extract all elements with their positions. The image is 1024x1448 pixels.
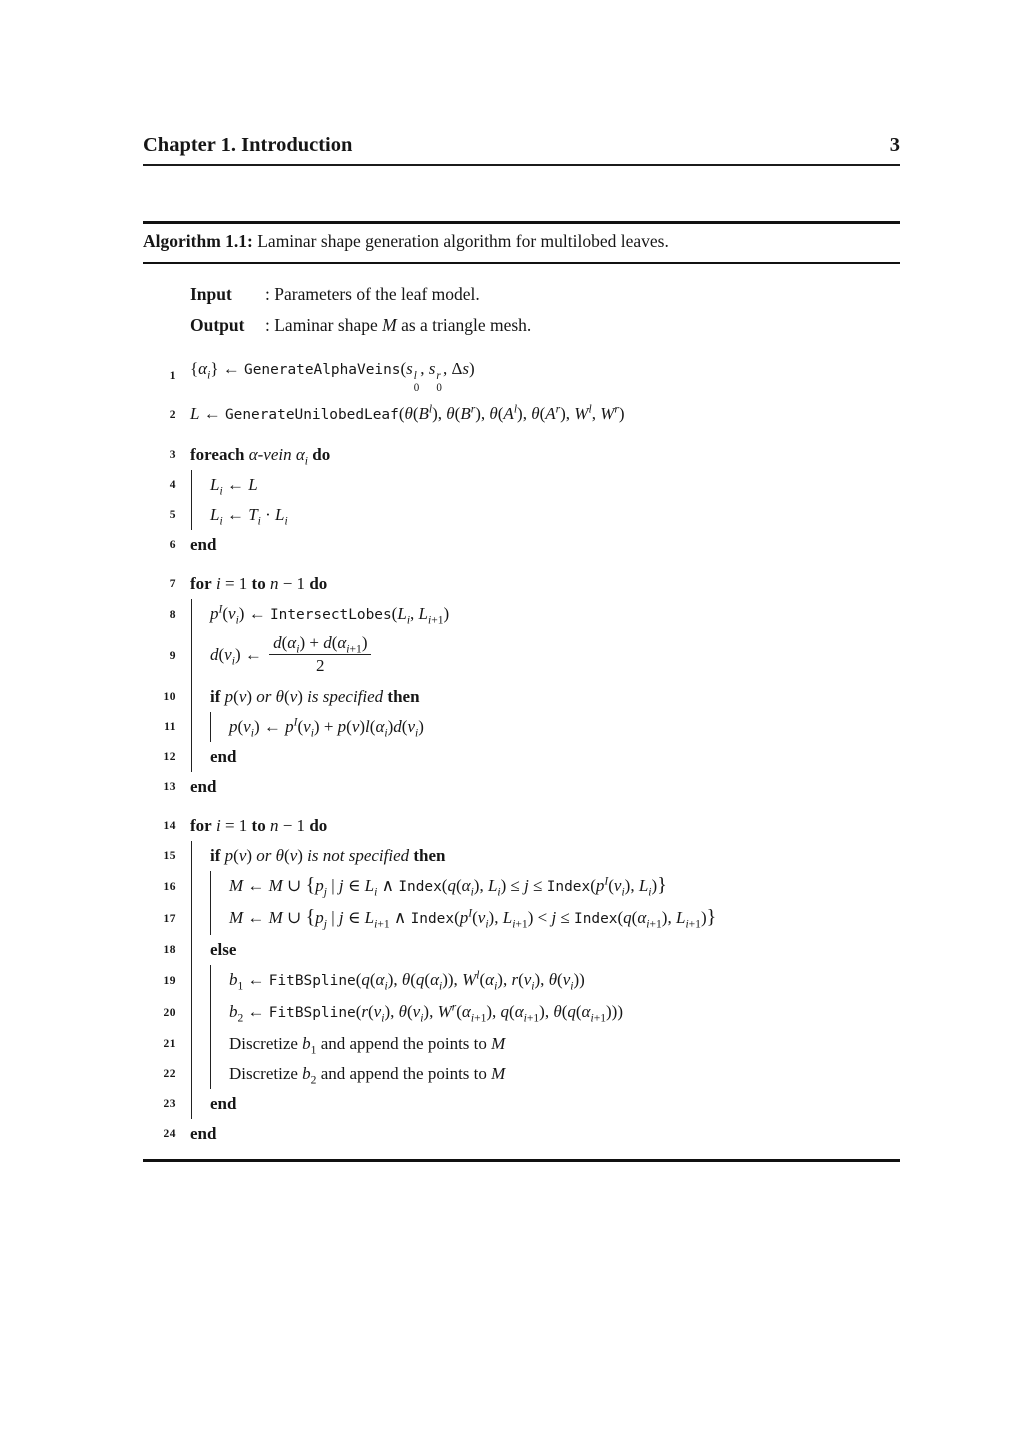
block-indent-rule: [210, 997, 211, 1029]
line-number: 23: [163, 1097, 176, 1110]
block-indent-rule: [191, 1059, 192, 1089]
algorithm-line-12: [143, 742, 900, 772]
line-content: $d(v_i)$ ← $\frac{d(\alpha_i) + d(\alpha_{i+1})}{2}$: [210, 631, 374, 682]
block-indent-rule: [210, 903, 211, 935]
block-indent-rule: [210, 1029, 211, 1059]
page-number: 3: [889, 134, 900, 156]
block-indent-rule: [210, 965, 211, 997]
block-indent-rule: [191, 682, 192, 712]
line-number: 15: [163, 849, 176, 862]
line-number: 1: [169, 369, 176, 382]
algorithm-output-row: [190, 310, 900, 341]
line-content: M ← M ∪ {$p_j$ | j ∈ $L_i$ ∧ $Index(q(\alpha_i)$, $L_i) \le j$ ≤ $Index(p^I(v_i)$, $L_i$)}: [229, 874, 667, 899]
block-indent-rule: [191, 631, 192, 682]
line-number: 4: [169, 478, 176, 491]
line-content: L ← $GenerateUnilobedLeaf(\theta(B^l)$, $\theta(B^r)$, $\theta(A^l)$, $\theta(A^r)$, $W^l$, $W^r$): [190, 402, 625, 424]
line-content: Discretize $b_1$ and append the points to M: [229, 1034, 506, 1057]
block-indent-rule: [191, 997, 192, 1029]
algorithm-caption-text: Laminar shape generation algorithm for multilobed leaves.: [252, 231, 669, 251]
line-number: 19: [163, 974, 176, 987]
input-text: : Parameters of the leaf model.: [265, 284, 480, 304]
line-number: 24: [163, 1127, 176, 1140]
algorithm-line-8: [143, 599, 900, 631]
line-content: if p(v) or θ(v) is specified then: [210, 687, 420, 707]
algorithm-line-6: [143, 530, 900, 560]
line-content: foreach α-vein $\alpha_i$ do: [190, 445, 331, 468]
line-number: 10: [163, 690, 176, 703]
line-content: if p(v) or θ(v) is not specified then: [210, 846, 446, 866]
algorithm-line-15: [143, 841, 900, 871]
line-content: end: [190, 535, 217, 555]
algorithm-line-16: [143, 871, 900, 903]
algorithm-lines: [143, 353, 900, 1149]
line-number: 5: [169, 508, 176, 521]
line-content: $p(v_i)$ ← $p^I(v_i) + p(v)l(\alpha_i)d(v_i)$: [229, 715, 424, 740]
line-content: end: [190, 1124, 217, 1144]
algorithm-line-3: [143, 440, 900, 470]
line-number: 16: [163, 880, 176, 893]
line-content: $\{\alpha_i\}$ ← GenerateAlphaVeins(s l 0 , s r 0 , Δs): [190, 358, 475, 395]
algorithm-line-11: [143, 712, 900, 742]
line-number: 11: [164, 720, 176, 733]
algorithm-line-4: [143, 470, 900, 500]
block-indent-rule: [191, 1089, 192, 1119]
input-label: Input: [190, 284, 232, 304]
algorithm-line-24: [143, 1119, 900, 1149]
running-header: [143, 133, 900, 166]
line-content: end: [210, 1094, 237, 1114]
algorithm-line-1: [143, 353, 900, 399]
line-number: 13: [163, 780, 176, 793]
algorithm-line-17: [143, 903, 900, 935]
block-indent-rule: [191, 841, 192, 871]
line-number: 9: [169, 650, 176, 663]
line-number: 18: [163, 943, 176, 956]
line-content: $p^I(v_i)$ ← $IntersectLobes(L_i$, $L_{i+1}$): [210, 602, 450, 627]
block-indent-rule: [191, 599, 192, 631]
block-indent-rule: [191, 500, 192, 530]
block-indent-rule: [210, 712, 211, 742]
block-indent-rule: [191, 742, 192, 772]
algorithm-caption: [143, 221, 900, 264]
block-indent-rule: [210, 871, 211, 903]
line-content: $L_i$ ← L: [210, 475, 258, 498]
algorithm-input-row: [190, 279, 900, 310]
algorithm-line-2: [143, 399, 900, 431]
line-number: 17: [163, 912, 176, 925]
line-content: else: [210, 940, 237, 960]
algorithm-line-18: [143, 935, 900, 965]
line-content: $b_2$ ← $FitBSpline(r(v_i)$, $\theta(v_i)$, $W^r(\alpha_{i+1})$, $q(\alpha_{i+1})$, $\theta(q(\alpha_{i+1}))$): [229, 1000, 623, 1025]
line-content: end: [190, 777, 217, 797]
algorithm-line-23: [143, 1089, 900, 1119]
line-number: 20: [163, 1006, 176, 1019]
line-content: Discretize $b_2$ and append the points to M: [229, 1064, 506, 1087]
line-content: $L_i$ ← $T_i \cdot L_i$: [210, 505, 288, 528]
block-indent-rule: [191, 1029, 192, 1059]
line-number: 3: [169, 448, 176, 461]
algorithm-line-7: [143, 569, 900, 599]
algorithm-line-14: [143, 811, 900, 841]
line-content: for i = 1 to n − 1 do: [190, 574, 328, 594]
algorithm-line-9: [143, 631, 900, 682]
line-content: M ← M ∪ {$p_j$ | j ∈ $L_{i+1}$ ∧ $Index(p^I(v_i)$, $L_{i+1}) < j$ ≤ $Index(q(\alpha_{i+1})$, $L_{i+1}$)}: [229, 906, 717, 931]
line-content: $b_1$ ← $FitBSpline(q(\alpha_i)$, $\theta(q(\alpha_i))$, $W^l(\alpha_i)$, $r(v_i)$, $\theta(v_i)$): [229, 968, 585, 993]
block-indent-rule: [191, 470, 192, 500]
block-indent-rule: [210, 1059, 211, 1089]
algorithm-body: [143, 264, 900, 1162]
line-number: 7: [169, 577, 176, 590]
line-number: 8: [169, 608, 176, 621]
block-indent-rule: [191, 965, 192, 997]
line-number: 6: [169, 538, 176, 551]
algorithm-line-21: [143, 1029, 900, 1059]
block-indent-rule: [191, 871, 192, 903]
algorithm-caption-label: Algorithm 1.1:: [143, 231, 253, 251]
output-text: : Laminar shape M as a triangle mesh.: [265, 315, 532, 335]
page-content: [143, 0, 900, 1162]
algorithm-line-22: [143, 1059, 900, 1089]
algorithm-line-20: [143, 997, 900, 1029]
chapter-title: Chapter 1. Introduction: [143, 134, 353, 156]
algorithm-box: [143, 221, 900, 1162]
line-content: end: [210, 747, 237, 767]
line-number: 14: [163, 819, 176, 832]
algorithm-line-5: [143, 500, 900, 530]
line-number: 2: [169, 408, 176, 421]
line-number: 22: [163, 1067, 176, 1080]
block-indent-rule: [191, 712, 192, 742]
line-number: 21: [163, 1037, 176, 1050]
algorithm-line-13: [143, 772, 900, 802]
output-label: Output: [190, 315, 245, 335]
algorithm-line-10: [143, 682, 900, 712]
line-content: for i = 1 to n − 1 do: [190, 816, 328, 836]
line-number: 12: [163, 750, 176, 763]
block-indent-rule: [191, 903, 192, 935]
algorithm-line-19: [143, 965, 900, 997]
block-indent-rule: [191, 935, 192, 965]
